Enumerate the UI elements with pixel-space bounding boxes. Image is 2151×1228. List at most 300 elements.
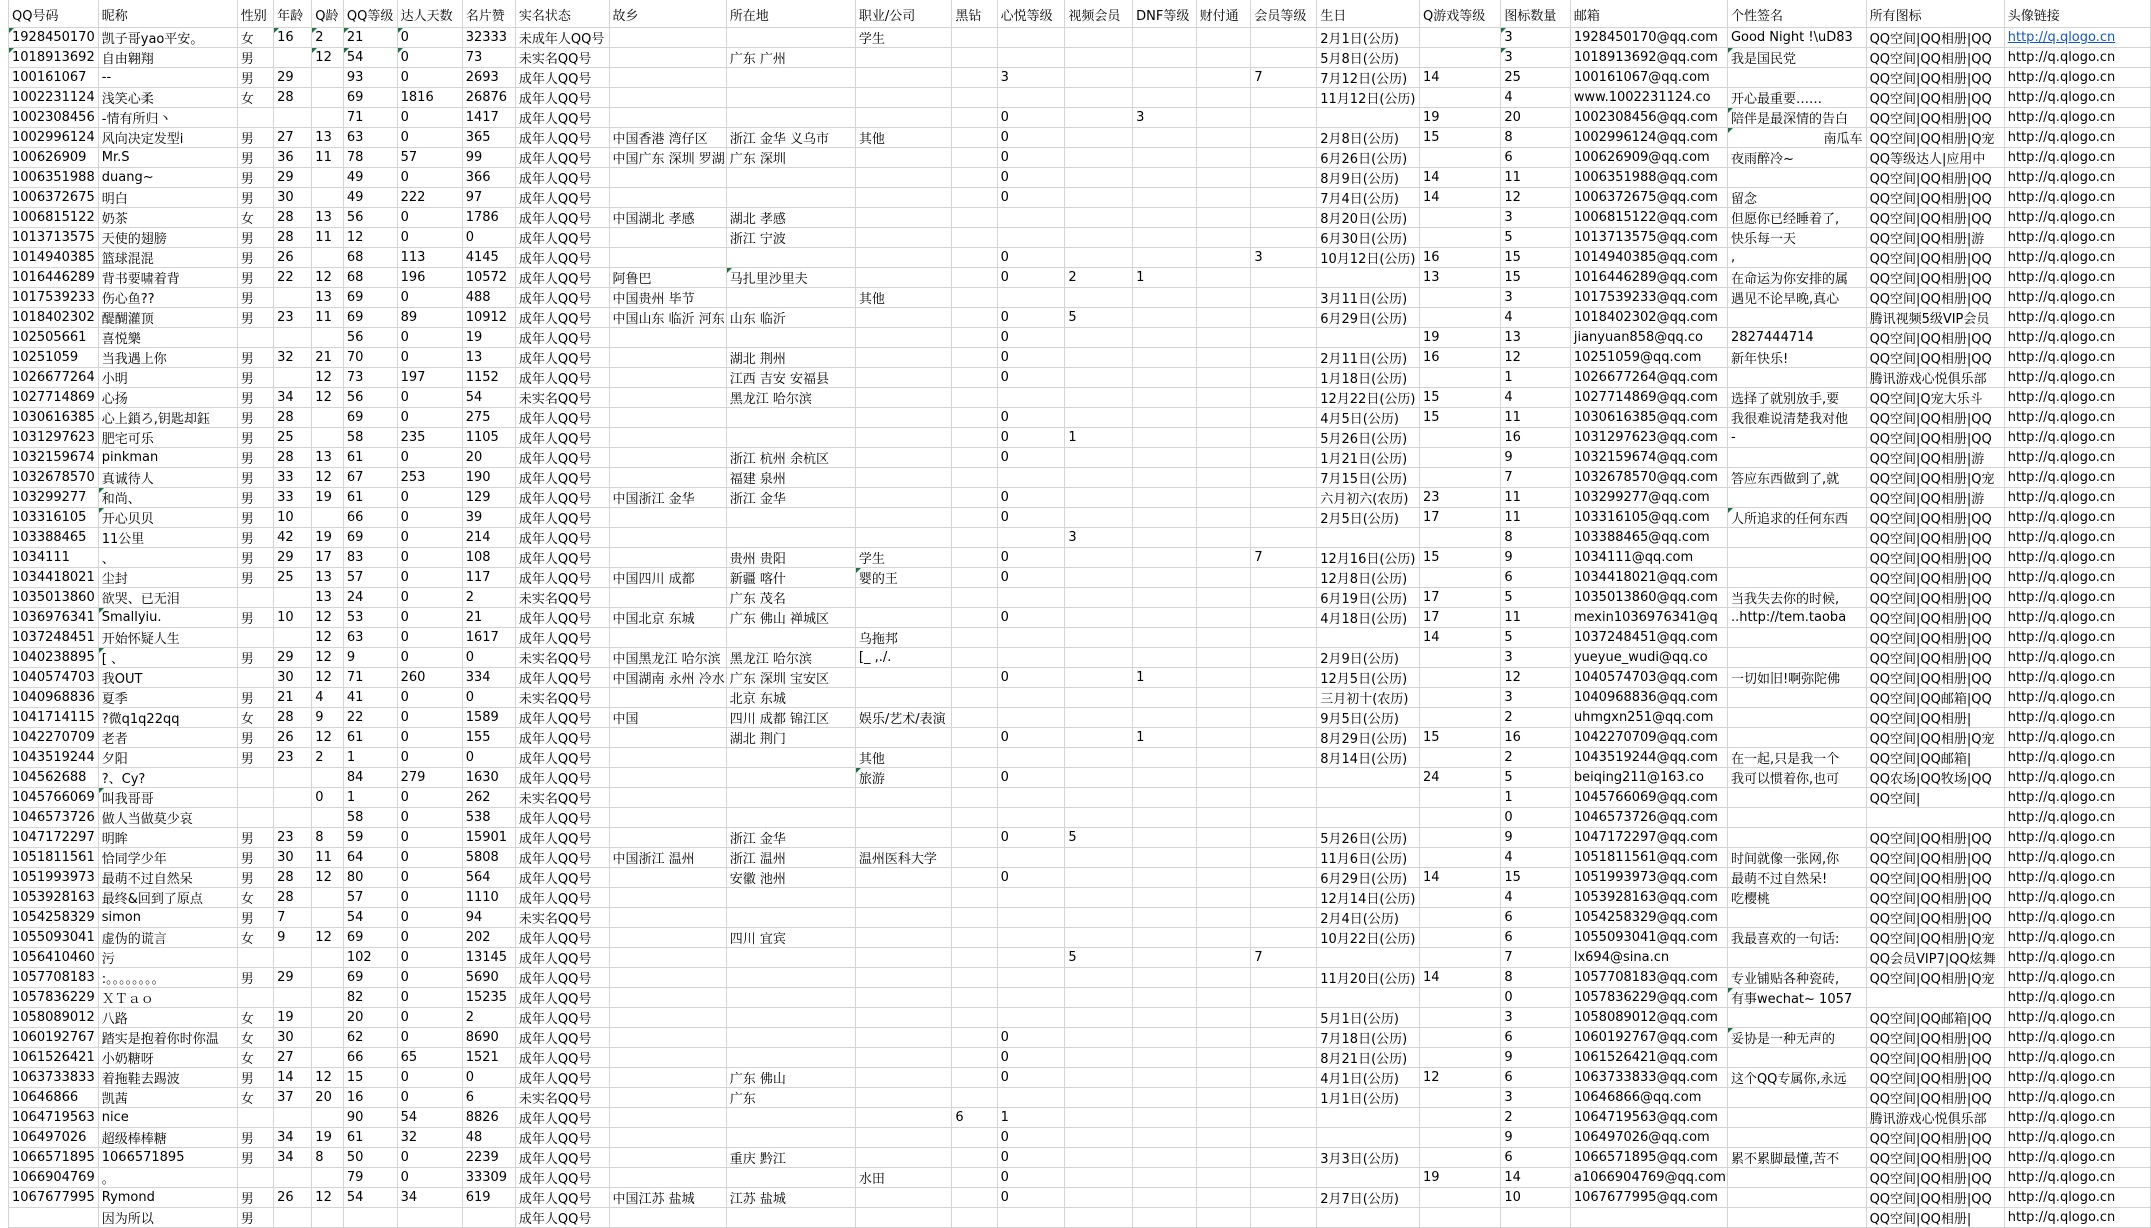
cell-daren_days[interactable]: 0	[397, 688, 462, 708]
column-header-icon_count[interactable]: 图标数量	[1501, 0, 1571, 28]
cell-nickname[interactable]: 最萌不过自然呆	[98, 868, 237, 888]
cell-heizuan[interactable]	[952, 1168, 997, 1188]
cell-caifutong[interactable]	[1196, 988, 1251, 1008]
cell-age[interactable]: 21	[274, 688, 312, 708]
cell-dnf_level[interactable]	[1133, 148, 1196, 168]
cell-xinyue_level[interactable]: 1	[997, 1108, 1065, 1128]
cell-nickname[interactable]: 尘封	[98, 568, 237, 588]
cell-qage[interactable]	[312, 168, 344, 188]
cell-gender[interactable]	[237, 808, 273, 828]
cell-realname_status[interactable]: 未成年人QQ号	[515, 28, 609, 48]
cell-video_vip[interactable]	[1065, 328, 1133, 348]
cell-hometown[interactable]	[609, 68, 726, 88]
cell-signature[interactable]	[1727, 788, 1866, 808]
cell-qq_level[interactable]: 54	[343, 48, 397, 68]
cell-video_vip[interactable]	[1065, 908, 1133, 928]
cell-dnf_level[interactable]: 1	[1133, 668, 1196, 688]
cell-email[interactable]: 100161067@qq.com	[1570, 68, 1727, 88]
cell-qage[interactable]: 0	[312, 788, 344, 808]
cell-caifutong[interactable]	[1196, 1088, 1251, 1108]
cell-daren_days[interactable]: 0	[397, 108, 462, 128]
cell-qq_level[interactable]: 50	[343, 1148, 397, 1168]
cell-all_icons[interactable]: QQ空间|QQ相册|QQ	[1866, 648, 2004, 668]
cell-heizuan[interactable]	[952, 348, 997, 368]
cell-caifutong[interactable]	[1196, 208, 1251, 228]
cell-birthday[interactable]: 10月22日(公历)	[1317, 928, 1420, 948]
cell-caifutong[interactable]	[1196, 268, 1251, 288]
cell-qage[interactable]	[312, 968, 344, 988]
cell-gender[interactable]: 女	[237, 1008, 273, 1028]
cell-job[interactable]	[855, 1088, 951, 1108]
cell-dnf_level[interactable]	[1133, 1148, 1196, 1168]
cell-qage[interactable]: 2	[312, 28, 344, 48]
cell-birthday[interactable]: 2月5日(公历)	[1317, 508, 1420, 528]
cell-card_likes[interactable]: 129	[462, 488, 515, 508]
cell-realname_status[interactable]: 成年人QQ号	[515, 768, 609, 788]
cell-avatar_link[interactable]: http://q.qlogo.cn	[2004, 368, 2150, 388]
cell-qq[interactable]: 1002996124	[9, 128, 99, 148]
cell-birthday[interactable]: 5月8日(公历)	[1317, 48, 1420, 68]
cell-caifutong[interactable]	[1196, 248, 1251, 268]
cell-icon_count[interactable]: 9	[1501, 448, 1571, 468]
cell-location[interactable]	[726, 888, 855, 908]
cell-hometown[interactable]: 阿鲁巴	[609, 268, 726, 288]
cell-qgame_level[interactable]	[1419, 228, 1500, 248]
cell-hometown[interactable]: 中国北京 东城	[609, 608, 726, 628]
cell-heizuan[interactable]	[952, 1068, 997, 1088]
cell-heizuan[interactable]	[952, 588, 997, 608]
cell-daren_days[interactable]: 0	[397, 388, 462, 408]
cell-gender[interactable]: 男	[237, 288, 273, 308]
cell-card_likes[interactable]: 19	[462, 328, 515, 348]
cell-signature[interactable]: 在命运为你安排的属	[1727, 268, 1866, 288]
cell-vip_level[interactable]	[1251, 788, 1317, 808]
cell-video_vip[interactable]	[1065, 208, 1133, 228]
cell-qage[interactable]	[312, 68, 344, 88]
cell-video_vip[interactable]	[1065, 648, 1133, 668]
cell-qq[interactable]: 1066571895	[9, 1148, 99, 1168]
cell-video_vip[interactable]	[1065, 1108, 1133, 1128]
cell-qgame_level[interactable]	[1419, 928, 1500, 948]
cell-gender[interactable]: 男	[237, 228, 273, 248]
cell-signature[interactable]: 有事wechat~ 1057	[1727, 988, 1866, 1008]
cell-card_likes[interactable]: 21	[462, 608, 515, 628]
cell-all_icons[interactable]: QQ空间|QQ相册|游	[1866, 488, 2004, 508]
cell-nickname[interactable]: 肥宅可乐	[98, 428, 237, 448]
cell-email[interactable]: www.1002231124.co	[1570, 88, 1727, 108]
cell-realname_status[interactable]: 成年人QQ号	[515, 628, 609, 648]
cell-qq_level[interactable]: 93	[343, 68, 397, 88]
cell-email[interactable]: 1043519244@qq.com	[1570, 748, 1727, 768]
cell-dnf_level[interactable]	[1133, 48, 1196, 68]
cell-realname_status[interactable]: 成年人QQ号	[515, 528, 609, 548]
cell-signature[interactable]	[1727, 1048, 1866, 1068]
cell-email[interactable]: 10646866@qq.com	[1570, 1088, 1727, 1108]
cell-signature[interactable]	[1727, 948, 1866, 968]
cell-hometown[interactable]	[609, 468, 726, 488]
cell-signature[interactable]: 陪伴是最深情的告白	[1727, 108, 1866, 128]
cell-caifutong[interactable]	[1196, 568, 1251, 588]
cell-qq_level[interactable]: 83	[343, 548, 397, 568]
cell-video_vip[interactable]	[1065, 848, 1133, 868]
cell-email[interactable]: 1051811561@qq.com	[1570, 848, 1727, 868]
cell-birthday[interactable]: 8月9日(公历)	[1317, 168, 1420, 188]
cell-vip_level[interactable]	[1251, 1188, 1317, 1208]
cell-job[interactable]	[855, 48, 951, 68]
cell-realname_status[interactable]: 成年人QQ号	[515, 828, 609, 848]
cell-email[interactable]: 1040574703@qq.com	[1570, 668, 1727, 688]
cell-heizuan[interactable]	[952, 28, 997, 48]
cell-caifutong[interactable]	[1196, 508, 1251, 528]
cell-birthday[interactable]: 6月19日(公历)	[1317, 588, 1420, 608]
cell-all_icons[interactable]: QQ空间|QQ相册|QQ	[1866, 428, 2004, 448]
cell-avatar_link[interactable]: http://q.qlogo.cn	[2004, 1028, 2150, 1048]
cell-daren_days[interactable]: 57	[397, 148, 462, 168]
cell-caifutong[interactable]	[1196, 808, 1251, 828]
cell-qage[interactable]	[312, 248, 344, 268]
cell-video_vip[interactable]	[1065, 988, 1133, 1008]
cell-heizuan[interactable]	[952, 688, 997, 708]
cell-location[interactable]	[726, 248, 855, 268]
cell-qq[interactable]: 1017539233	[9, 288, 99, 308]
cell-heizuan[interactable]	[952, 308, 997, 328]
cell-card_likes[interactable]: 1417	[462, 108, 515, 128]
cell-caifutong[interactable]	[1196, 428, 1251, 448]
cell-birthday[interactable]: 6月26日(公历)	[1317, 148, 1420, 168]
cell-caifutong[interactable]	[1196, 68, 1251, 88]
cell-qgame_level[interactable]	[1419, 448, 1500, 468]
cell-vip_level[interactable]	[1251, 888, 1317, 908]
cell-email[interactable]: yueyue_wudi@qq.co	[1570, 648, 1727, 668]
cell-all_icons[interactable]: QQ会员VIP7|QQ炫舞	[1866, 948, 2004, 968]
cell-qq_level[interactable]: 66	[343, 508, 397, 528]
cell-location[interactable]: 广东 广州	[726, 48, 855, 68]
cell-caifutong[interactable]	[1196, 968, 1251, 988]
cell-qgame_level[interactable]: 15	[1419, 728, 1500, 748]
cell-signature[interactable]: Good Night !\uD83	[1727, 28, 1866, 48]
cell-gender[interactable]: 女	[237, 208, 273, 228]
cell-all_icons[interactable]: QQ空间|QQ相册|QQ	[1866, 108, 2004, 128]
cell-all_icons[interactable]: QQ空间|QQ相册|QQ	[1866, 628, 2004, 648]
cell-gender[interactable]: 男	[237, 468, 273, 488]
cell-card_likes[interactable]: 1152	[462, 368, 515, 388]
cell-location[interactable]: 广东 佛山	[726, 1068, 855, 1088]
cell-job[interactable]	[855, 908, 951, 928]
cell-hometown[interactable]: 中国浙江 温州	[609, 848, 726, 868]
cell-xinyue_level[interactable]: 0	[997, 1168, 1065, 1188]
cell-nickname[interactable]: ?、Cy?	[98, 768, 237, 788]
cell-job[interactable]	[855, 248, 951, 268]
cell-caifutong[interactable]	[1196, 408, 1251, 428]
cell-all_icons[interactable]: QQ空间|QQ相册|QQ	[1866, 828, 2004, 848]
cell-email[interactable]: 1032159674@qq.com	[1570, 448, 1727, 468]
cell-xinyue_level[interactable]: 0	[997, 108, 1065, 128]
cell-xinyue_level[interactable]: 0	[997, 328, 1065, 348]
cell-gender[interactable]: 男	[237, 968, 273, 988]
cell-hometown[interactable]: 中国湖南 永州 冷水	[609, 668, 726, 688]
cell-location[interactable]: 江西 吉安 安福县	[726, 368, 855, 388]
cell-age[interactable]: 42	[274, 528, 312, 548]
cell-vip_level[interactable]	[1251, 348, 1317, 368]
cell-heizuan[interactable]	[952, 668, 997, 688]
cell-qq_level[interactable]: 57	[343, 568, 397, 588]
cell-dnf_level[interactable]	[1133, 488, 1196, 508]
cell-job[interactable]	[855, 168, 951, 188]
cell-location[interactable]: 浙江 金华	[726, 828, 855, 848]
cell-heizuan[interactable]	[952, 268, 997, 288]
cell-birthday[interactable]: 8月20日(公历)	[1317, 208, 1420, 228]
cell-age[interactable]	[274, 988, 312, 1008]
cell-xinyue_level[interactable]: 0	[997, 308, 1065, 328]
cell-heizuan[interactable]	[952, 1088, 997, 1108]
cell-icon_count[interactable]: 14	[1501, 1168, 1571, 1188]
cell-daren_days[interactable]: 197	[397, 368, 462, 388]
cell-caifutong[interactable]	[1196, 1208, 1251, 1228]
cell-nickname[interactable]: 真诚待人	[98, 468, 237, 488]
cell-birthday[interactable]	[1317, 1108, 1420, 1128]
cell-daren_days[interactable]: 0	[397, 1088, 462, 1108]
cell-age[interactable]	[274, 368, 312, 388]
cell-realname_status[interactable]: 成年人QQ号	[515, 108, 609, 128]
cell-email[interactable]: 1051993973@qq.com	[1570, 868, 1727, 888]
cell-hometown[interactable]: 中国江苏 盐城	[609, 1188, 726, 1208]
cell-vip_level[interactable]	[1251, 648, 1317, 668]
cell-location[interactable]: 浙江 宁波	[726, 228, 855, 248]
cell-signature[interactable]	[1727, 908, 1866, 928]
cell-icon_count[interactable]: 2	[1501, 1108, 1571, 1128]
cell-card_likes[interactable]: 275	[462, 408, 515, 428]
cell-video_vip[interactable]	[1065, 188, 1133, 208]
cell-job[interactable]	[855, 308, 951, 328]
cell-xinyue_level[interactable]	[997, 648, 1065, 668]
cell-xinyue_level[interactable]	[997, 928, 1065, 948]
cell-qq_level[interactable]: 58	[343, 808, 397, 828]
cell-all_icons[interactable]: QQ空间|QQ相册|QQ	[1866, 868, 2004, 888]
cell-avatar_link[interactable]: http://q.qlogo.cn	[2004, 388, 2150, 408]
cell-job[interactable]	[855, 488, 951, 508]
cell-caifutong[interactable]	[1196, 708, 1251, 728]
cell-avatar_link[interactable]: http://q.qlogo.cn	[2004, 948, 2150, 968]
cell-heizuan[interactable]	[952, 488, 997, 508]
cell-nickname[interactable]: --	[98, 68, 237, 88]
cell-daren_days[interactable]: 65	[397, 1048, 462, 1068]
cell-qq[interactable]: 10646866	[9, 1088, 99, 1108]
cell-location[interactable]: 广东 佛山 禅城区	[726, 608, 855, 628]
cell-qgame_level[interactable]: 14	[1419, 188, 1500, 208]
cell-nickname[interactable]: 着拖鞋去踢波	[98, 1068, 237, 1088]
cell-daren_days[interactable]: 0	[397, 988, 462, 1008]
cell-age[interactable]: 23	[274, 748, 312, 768]
cell-dnf_level[interactable]	[1133, 248, 1196, 268]
cell-icon_count[interactable]: 4	[1501, 388, 1571, 408]
cell-card_likes[interactable]: 0	[462, 228, 515, 248]
cell-video_vip[interactable]	[1065, 808, 1133, 828]
cell-daren_days[interactable]: 0	[397, 1028, 462, 1048]
cell-qgame_level[interactable]	[1419, 208, 1500, 228]
cell-signature[interactable]	[1727, 628, 1866, 648]
cell-card_likes[interactable]: 10572	[462, 268, 515, 288]
cell-qq_level[interactable]: 102	[343, 948, 397, 968]
cell-icon_count[interactable]: 0	[1501, 988, 1571, 1008]
cell-qq[interactable]: 1045766069	[9, 788, 99, 808]
cell-qq[interactable]: 1041714115	[9, 708, 99, 728]
cell-caifutong[interactable]	[1196, 28, 1251, 48]
cell-qgame_level[interactable]	[1419, 788, 1500, 808]
cell-icon_count[interactable]: 6	[1501, 908, 1571, 928]
cell-heizuan[interactable]	[952, 748, 997, 768]
cell-signature[interactable]	[1727, 368, 1866, 388]
cell-nickname[interactable]: 夏季	[98, 688, 237, 708]
cell-video_vip[interactable]	[1065, 968, 1133, 988]
cell-vip_level[interactable]	[1251, 528, 1317, 548]
cell-card_likes[interactable]: 1630	[462, 768, 515, 788]
cell-hometown[interactable]	[609, 788, 726, 808]
cell-icon_count[interactable]: 25	[1501, 68, 1571, 88]
cell-age[interactable]: 33	[274, 468, 312, 488]
cell-all_icons[interactable]: QQ空间|QQ相册|QQ	[1866, 88, 2004, 108]
cell-xinyue_level[interactable]	[997, 988, 1065, 1008]
cell-dnf_level[interactable]	[1133, 1128, 1196, 1148]
cell-gender[interactable]	[237, 788, 273, 808]
cell-email[interactable]: 1016446289@qq.com	[1570, 268, 1727, 288]
cell-gender[interactable]: 男	[237, 308, 273, 328]
cell-qgame_level[interactable]	[1419, 1028, 1500, 1048]
cell-qage[interactable]	[312, 1208, 344, 1228]
cell-job[interactable]	[855, 1208, 951, 1228]
cell-avatar_link[interactable]: http://q.qlogo.cn	[2004, 988, 2150, 1008]
cell-all_icons[interactable]: QQ空间|QQ相册|QQ	[1866, 1048, 2004, 1068]
cell-nickname[interactable]: 明眸	[98, 828, 237, 848]
cell-card_likes[interactable]: 190	[462, 468, 515, 488]
cell-nickname[interactable]: 浅笑心柔	[98, 88, 237, 108]
cell-location[interactable]	[726, 1208, 855, 1228]
cell-vip_level[interactable]	[1251, 1108, 1317, 1128]
cell-video_vip[interactable]	[1065, 868, 1133, 888]
cell-job[interactable]	[855, 88, 951, 108]
cell-heizuan[interactable]	[952, 48, 997, 68]
cell-heizuan[interactable]	[952, 568, 997, 588]
cell-age[interactable]: 34	[274, 1128, 312, 1148]
cell-qq_level[interactable]: 9	[343, 648, 397, 668]
cell-nickname[interactable]: 风向决定发型i	[98, 128, 237, 148]
cell-avatar_link[interactable]: http://q.qlogo.cn	[2004, 1088, 2150, 1108]
cell-avatar_link[interactable]: http://q.qlogo.cn	[2004, 1108, 2150, 1128]
cell-qq_level[interactable]: 70	[343, 348, 397, 368]
cell-qq[interactable]: 1032159674	[9, 448, 99, 468]
cell-age[interactable]: 29	[274, 648, 312, 668]
cell-signature[interactable]	[1727, 1188, 1866, 1208]
cell-avatar_link[interactable]: http://q.qlogo.cn	[2004, 1168, 2150, 1188]
cell-hometown[interactable]	[609, 1068, 726, 1088]
cell-hometown[interactable]: 中国	[609, 708, 726, 728]
cell-daren_days[interactable]: 0	[397, 128, 462, 148]
cell-avatar_link[interactable]: http://q.qlogo.cn	[2004, 868, 2150, 888]
cell-nickname[interactable]: 、	[98, 548, 237, 568]
cell-age[interactable]	[274, 808, 312, 828]
cell-qage[interactable]: 12	[312, 648, 344, 668]
cell-avatar_link[interactable]: http://q.qlogo.cn	[2004, 888, 2150, 908]
cell-card_likes[interactable]: 54	[462, 388, 515, 408]
cell-signature[interactable]: 专业铺贴各种瓷砖,	[1727, 968, 1866, 988]
cell-card_likes[interactable]: 13	[462, 348, 515, 368]
cell-vip_level[interactable]	[1251, 448, 1317, 468]
cell-caifutong[interactable]	[1196, 108, 1251, 128]
cell-birthday[interactable]: 4月18日(公历)	[1317, 608, 1420, 628]
cell-location[interactable]	[726, 28, 855, 48]
cell-email[interactable]: 1006372675@qq.com	[1570, 188, 1727, 208]
cell-age[interactable]	[274, 288, 312, 308]
cell-qq[interactable]: 1051811561	[9, 848, 99, 868]
cell-qage[interactable]: 12	[312, 368, 344, 388]
cell-qgame_level[interactable]	[1419, 1188, 1500, 1208]
cell-birthday[interactable]: 3月11日(公历)	[1317, 288, 1420, 308]
cell-vip_level[interactable]	[1251, 208, 1317, 228]
cell-xinyue_level[interactable]: 0	[997, 448, 1065, 468]
cell-xinyue_level[interactable]	[997, 208, 1065, 228]
cell-age[interactable]: 28	[274, 408, 312, 428]
cell-card_likes[interactable]: 1617	[462, 628, 515, 648]
cell-icon_count[interactable]: 11	[1501, 508, 1571, 528]
cell-age[interactable]: 27	[274, 128, 312, 148]
cell-icon_count[interactable]: 3	[1501, 28, 1571, 48]
cell-avatar_link[interactable]: http://q.qlogo.cn	[2004, 528, 2150, 548]
cell-card_likes[interactable]: 48	[462, 1128, 515, 1148]
cell-signature[interactable]: 我很难说清楚我对他	[1727, 408, 1866, 428]
cell-location[interactable]	[726, 168, 855, 188]
cell-realname_status[interactable]: 未实名QQ号	[515, 908, 609, 928]
cell-signature[interactable]: 新年快乐!	[1727, 348, 1866, 368]
cell-qq_level[interactable]: 79	[343, 1168, 397, 1188]
cell-dnf_level[interactable]	[1133, 1088, 1196, 1108]
cell-job[interactable]	[855, 408, 951, 428]
cell-avatar_link[interactable]: http://q.qlogo.cn	[2004, 268, 2150, 288]
cell-qage[interactable]: 13	[312, 128, 344, 148]
cell-email[interactable]	[1570, 1208, 1727, 1228]
cell-xinyue_level[interactable]: 0	[997, 128, 1065, 148]
cell-gender[interactable]: 男	[237, 608, 273, 628]
cell-nickname[interactable]: 奶茶	[98, 208, 237, 228]
cell-avatar_link[interactable]: http://q.qlogo.cn	[2004, 448, 2150, 468]
cell-age[interactable]: 30	[274, 188, 312, 208]
cell-realname_status[interactable]: 未实名QQ号	[515, 688, 609, 708]
cell-gender[interactable]: 男	[237, 648, 273, 668]
cell-email[interactable]: 1928450170@qq.com	[1570, 28, 1727, 48]
cell-heizuan[interactable]	[952, 708, 997, 728]
cell-hometown[interactable]	[609, 908, 726, 928]
column-header-nickname[interactable]: 昵称	[98, 0, 237, 28]
cell-caifutong[interactable]	[1196, 288, 1251, 308]
cell-caifutong[interactable]	[1196, 628, 1251, 648]
cell-birthday[interactable]: 1月21日(公历)	[1317, 448, 1420, 468]
cell-age[interactable]: 30	[274, 1028, 312, 1048]
cell-job[interactable]	[855, 688, 951, 708]
cell-qage[interactable]: 20	[312, 1088, 344, 1108]
cell-qq_level[interactable]: 82	[343, 988, 397, 1008]
cell-nickname[interactable]: 背书要啸着背	[98, 268, 237, 288]
cell-gender[interactable]: 男	[237, 728, 273, 748]
cell-all_icons[interactable]: QQ空间|QQ相册|Q宠	[1866, 968, 2004, 988]
cell-qage[interactable]: 12	[312, 388, 344, 408]
cell-hometown[interactable]	[609, 1048, 726, 1068]
cell-avatar_link[interactable]: http://q.qlogo.cn	[2004, 1048, 2150, 1068]
cell-hometown[interactable]	[609, 188, 726, 208]
cell-icon_count[interactable]: 12	[1501, 348, 1571, 368]
cell-video_vip[interactable]: 5	[1065, 828, 1133, 848]
cell-nickname[interactable]: ＸＴａｏ	[98, 988, 237, 1008]
cell-daren_days[interactable]: 0	[397, 928, 462, 948]
cell-dnf_level[interactable]	[1133, 928, 1196, 948]
cell-daren_days[interactable]: 34	[397, 1188, 462, 1208]
